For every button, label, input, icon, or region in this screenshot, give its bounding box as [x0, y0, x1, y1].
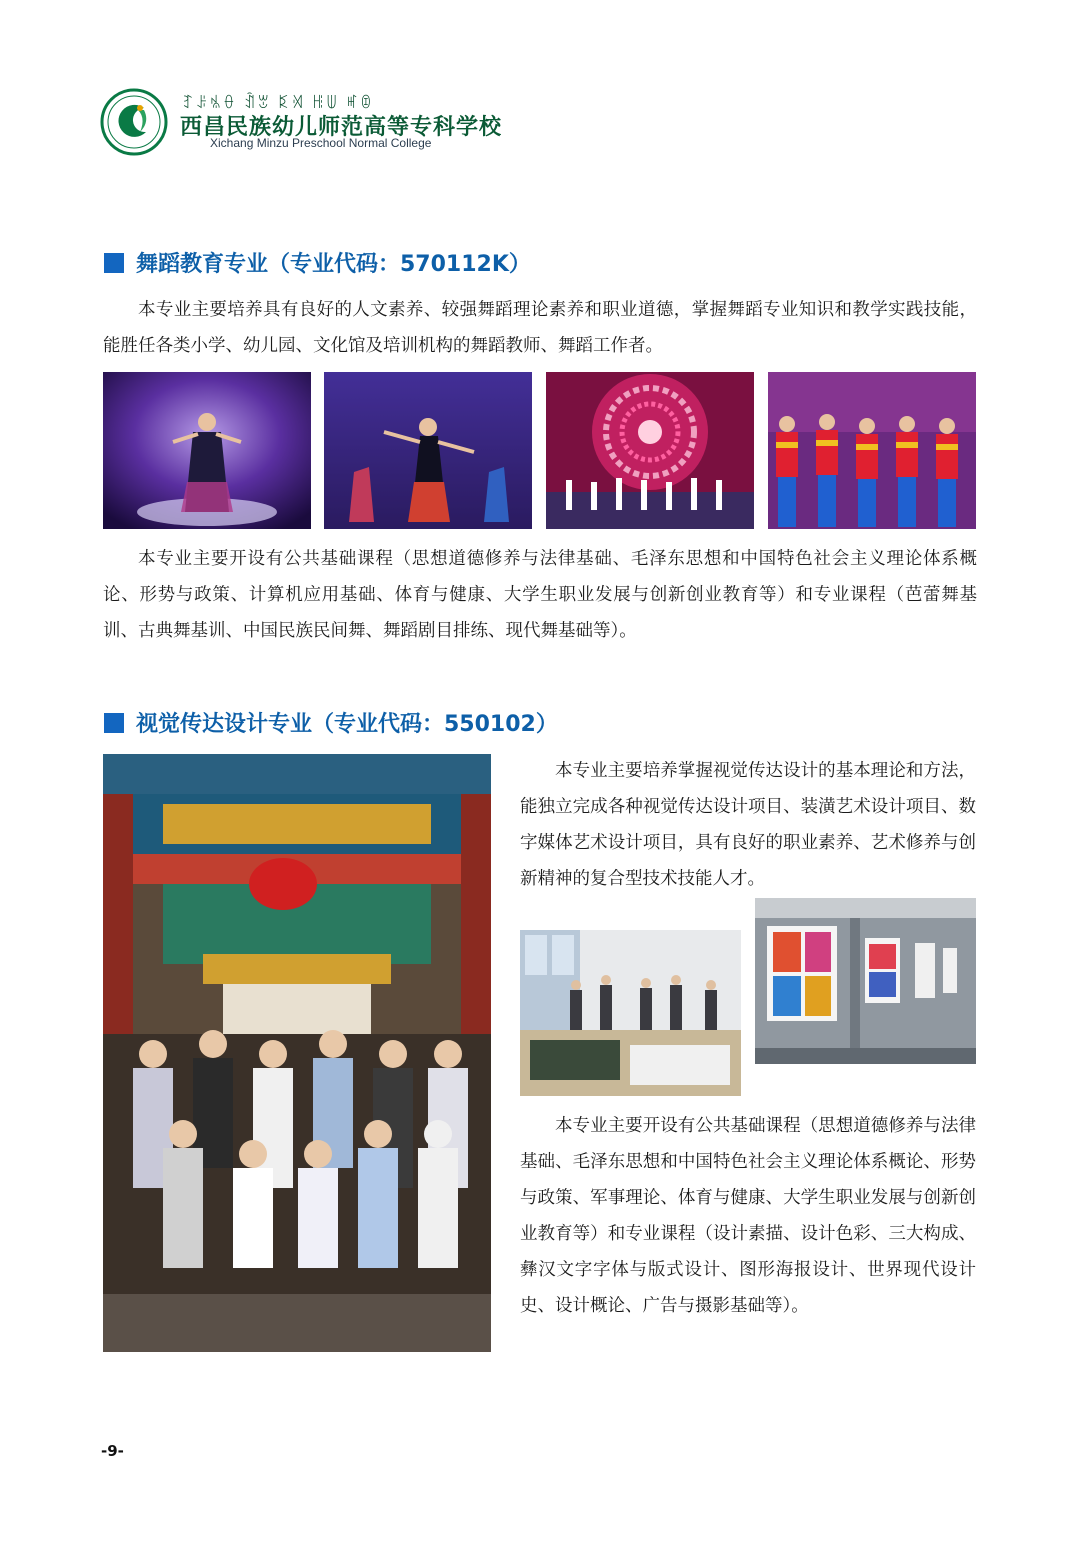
dance-intro: 本专业主要培养具有良好的人文素养、较强舞蹈理论素养和职业道德，掌握舞蹈专业知识和教学实践技能，能胜任各类小学、幼儿园、文化馆及培训机构的舞蹈教师、舞蹈工作者。	[103, 300, 977, 356]
design-exhibition-photo	[755, 898, 976, 1064]
design-intro: 本专业主要培养掌握视觉传达设计的基本理论和方法，能独立完成各种视觉传达设计项目、装潢艺术设计项目、数字媒体艺术设计项目，具有良好的职业素养、艺术修养与创新精神的复合型技术技能人才。	[520, 761, 976, 889]
school-name-cn: 西昌民族幼儿师范高等专科学校	[180, 114, 503, 140]
dance-photo-3	[546, 372, 754, 529]
dance-photo-2	[324, 372, 532, 529]
school-logo-icon	[100, 88, 168, 156]
design-class-group-photo	[103, 754, 491, 1352]
design-classroom-photo	[520, 930, 741, 1096]
section-marker-icon	[104, 713, 124, 733]
section-title-visual-design: 视觉传达设计专业（专业代码：550102）	[104, 707, 558, 738]
page-number: -9-	[101, 1442, 124, 1460]
section-marker-icon	[104, 253, 124, 273]
design-courses: 本专业主要开设有公共基础课程（思想道德修养与法律基础、毛泽东思想和中国特色社会主义理论体系概论、形势与政策、军事理论、体育与健康、大学生职业发展与创新创业教育等）和专业课程（设计素描、设计色彩、三大构成、彝汉文字字体与版式设计、图形海报设计、世界现代设计史、设计概论、广告与摄影基础等）。	[520, 1116, 976, 1316]
school-name-en: Xichang Minzu Preschool Normal College	[210, 136, 432, 150]
dance-photo-1	[103, 372, 311, 529]
yi-school-name: ꆈꌠꁱꂷ ꀉꂄ ꌅꄉ ꆿꅐ ꎭꀧ	[182, 94, 374, 112]
dance-courses: 本专业主要开设有公共基础课程（思想道德修养与法律基础、毛泽东思想和中国特色社会主义理论体系概论、形势与政策、计算机应用基础、体育与健康、大学生职业发展与创新创业教育等）和专业课程（芭蕾舞基训、古典舞基训、中国民族民间舞、舞蹈剧目排练、现代舞基础等）。	[103, 549, 977, 641]
dance-photo-4	[768, 372, 976, 529]
header	[100, 88, 620, 160]
section-title-dance: 舞蹈教育专业（专业代码：570112K）	[104, 247, 531, 278]
